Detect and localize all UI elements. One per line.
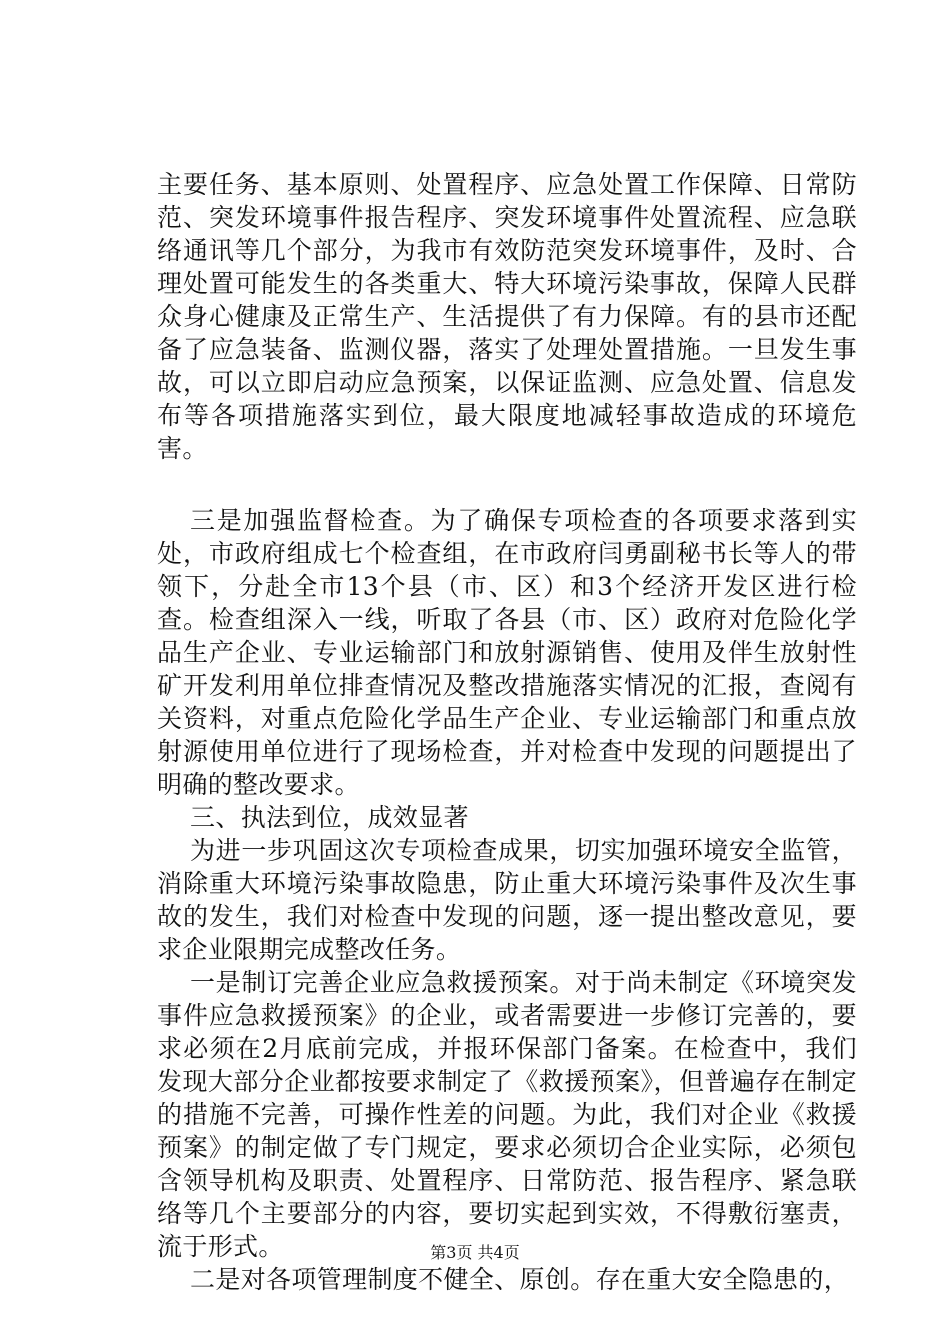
document-body bbox=[157, 168, 857, 1296]
section-heading-enforcement: 三、执法到位，成效显著 bbox=[190, 803, 469, 832]
paragraph-rescue-plan: 一是制订完善企业应急救援预案。对于尚未制定《环境突发事件应急救援预案》的企业，或者需要进一步修订完善的，要求必须在2月底前完成，并报环保部门备案。在检查中，我们发现大部分企业都按要求制定了《救援预案》，但普遍存在制定的措施不完善，可操作性差的问题。为此，我们对企业《救援预案》的制定做了专门规定，要求必须切合企业实际，必须包含领导机构及职责、处置程序、日常防范、报告程序、紧急联络等几个主要部分的内容，要切实起到实效，不得敷衍塞责，流于形式。 bbox=[157, 968, 857, 1261]
paragraph-supervision-inspection: 三是加强监督检查。为了确保专项检查的各项要求落到实处，市政府组成七个检查组，在市政府闫勇副秘书长等人的带领下，分赴全市13个县（市、区）和3个经济开发区进行检查。检查组深入一线，听取了各县（市、区）政府对危险化学品生产企业、专业运输部门和放射源销售、使用及伴生放射性矿开发利用单位排查情况及整改措施落实情况的汇报，查阅有关资料，对重点危险化学品生产企业、专业运输部门和重点放射源使用单位进行了现场检查，并对检查中发现的问题提出了明确的整改要求。 bbox=[157, 506, 857, 799]
page-number-footer: 第3页 共4页 bbox=[430, 1243, 520, 1262]
paragraph-emergency-plan-contents: 主要任务、基本原则、处置程序、应急处置工作保障、日常防范、突发环境事件报告程序、突发环境事件处置流程、应急联络通讯等几个部分，为我市有效防范突发环境事件，及时、合理处置可能发生的各类重大、特大环境污染事故，保障人民群众身心健康及正常生产、生活提供了有力保障。有的县市还配备了应急装备、监测仪器，落实了处理处置措施。一旦发生事故，可以立即启动应急预案，以保证监测、应急处置、信息发布等各项措施落实到位，最大限度地减轻事故造成的环境危害。 bbox=[157, 170, 857, 463]
paragraph-rectification-intro: 为进一步巩固这次专项检查成果，切实加强环境安全监管，消除重大环境污染事故隐患，防止重大环境污染事件及次生事故的发生，我们对检查中发现的问题，逐一提出整改意见，要求企业限期完成整改任务。 bbox=[157, 836, 857, 964]
paragraph-management-systems: 二是对各项管理制度不健全、原创。存在重大安全隐患的， bbox=[190, 1265, 850, 1294]
